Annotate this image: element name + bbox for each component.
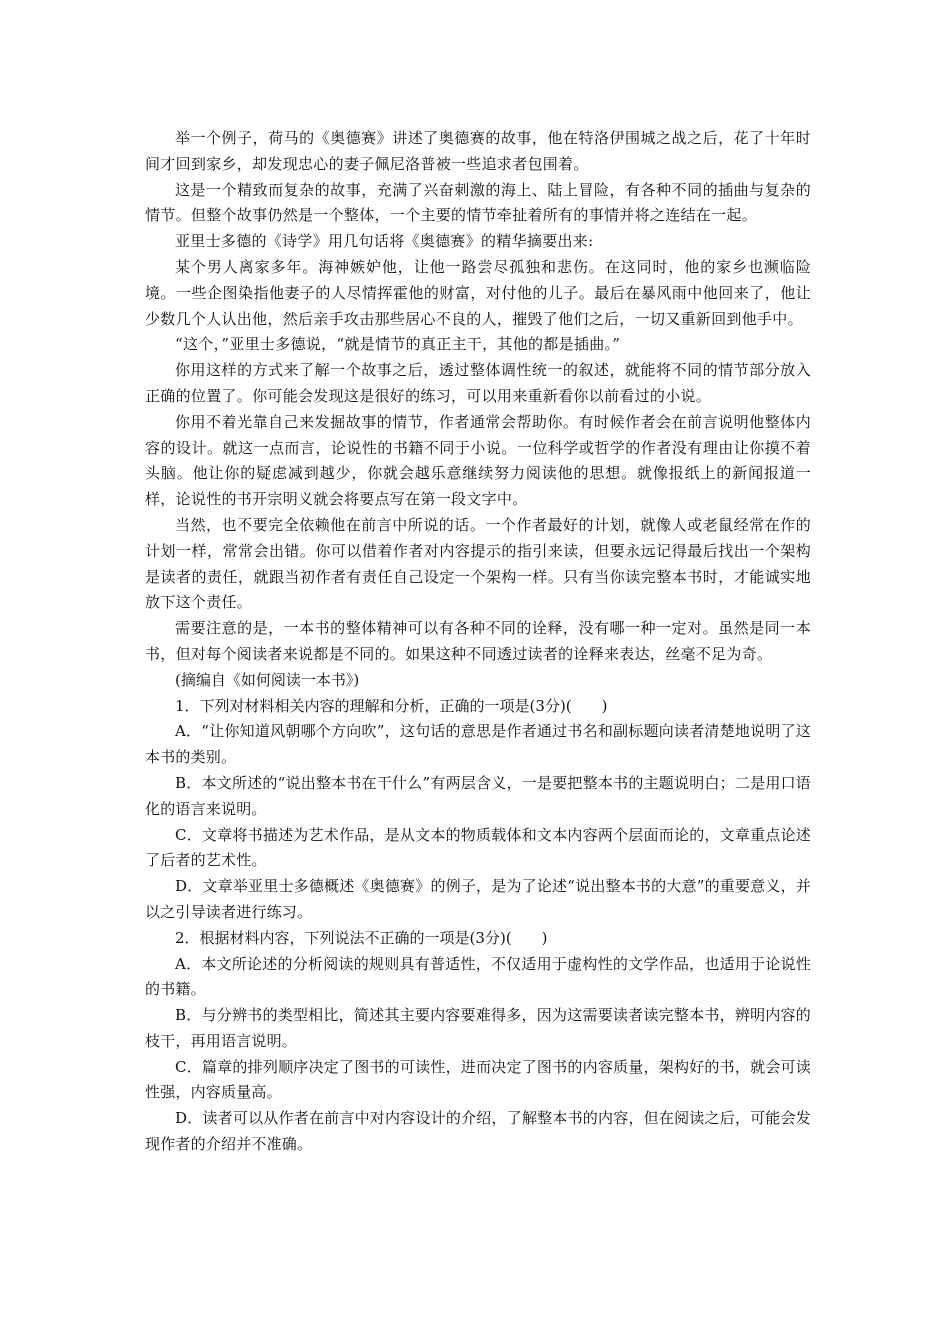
question-option: A．本文所论述的分析阅读的规则具有普适性，不仅适用于虚构性的文学作品，也适用于论说性的书籍。	[145, 954, 811, 999]
article-paragraph: 亚里士多德的《诗学》用几句话将《奥德赛》的精华摘要出来:	[175, 232, 594, 251]
question-option: D．文章举亚里士多德概述《奥德赛》的例子，是为了论述“说出整本书的大意”的重要意义，并以之引导读者进行练习。	[145, 877, 811, 921]
article-paragraph: 当然，也不要完全依赖他在前言中所说的话。一个作者最好的计划，就像人或老鼠经常在作的计划一样，常常会出错。你可以借着作者对内容提示的指引来读，但要永远记得最后找出一个架构是读者的责任，就跟当初作者有责任自己设定一个架构一样。只有当你读完整本书时，才能诚实地放下这个责任。	[145, 515, 811, 612]
question-option: B．本文所述的“说出整本书在干什么”有两层含义，一是要把整本书的主题说明白；二是用口语化的语言来说明。	[145, 773, 811, 818]
question-stem: 2．根据材料内容，下列说法不正确的一项是(3分)( )	[175, 928, 548, 947]
article-paragraph: 需要注意的是，一本书的整体精神可以有各种不同的诠释，没有哪一种一定对。虽然是同一本书，但对每个阅读者来说都是不同的。如果这种不同透过读者的诠释来表达，丝毫不足为奇。	[145, 619, 811, 663]
article-source: (摘编自《如何阅读一本书》)	[175, 670, 360, 689]
question-option: C．篇章的排列顺序决定了图书的可读性，进而决定了图书的内容质量，架构好的书，就会可读性强，内容质量高。	[145, 1057, 811, 1102]
document-page	[145, 126, 811, 1158]
article-paragraph: 举一个例子，荷马的《奥德赛》讲述了奥德赛的故事，他在特洛伊围城之战之后，花了十年时间才回到家乡，却发现忠心的妻子佩尼洛普被一些追求者包围着。	[145, 129, 811, 173]
question-option: B．与分辨书的类型相比，简述其主要内容要难得多，因为这需要读者读完整本书，辨明内容的枝干，再用语言说明。	[145, 1006, 811, 1050]
question-stem: 1．下列对材料相关内容的理解和分析，正确的一项是(3分)( )	[175, 696, 608, 715]
odyssey-summary-quote: 某个男人离家多年。海神嫉妒他，让他一路尝尽孤独和悲伤。在这同时，他的家乡也濒临险境。一些企图染指他妻子的人尽情挥霍他的财富，对付他的儿子。最后在暴风雨中他回来了，他让少数几个人认出他，然后亲手攻击那些居心不良的人，摧毁了他们之后，一切又重新回到他手中。	[145, 257, 811, 328]
question-option: A．“让你知道风朝哪个方向吹”，这句话的意思是作者通过书名和副标题向读者清楚地说明了这本书的类别。	[145, 722, 811, 767]
article-paragraph: “这个，”亚里士多德说，“就是情节的真正主干，其他的都是插曲。”	[175, 335, 621, 354]
question-option: D．读者可以从作者在前言中对内容设计的介绍，了解整本书的内容，但在阅读之后，可能会发现作者的介绍并不准确。	[145, 1109, 811, 1154]
question-option: C．文章将书描述为艺术作品，是从文本的物质载体和文本内容两个层面而论的，文章重点论述了后者的艺术性。	[145, 825, 811, 870]
article-paragraph: 这是一个精致而复杂的故事，充满了兴奋刺激的海上、陆上冒险，有各种不同的插曲与复杂的情节。但整个故事仍然是一个整体，一个主要的情节牵扯着所有的事情并将之连结在一起。	[145, 180, 811, 225]
article-paragraph: 你用这样的方式来了解一个故事之后，透过整体调性统一的叙述，就能将不同的情节部分放入正确的位置了。你可能会发现这是很好的练习，可以用来重新看你以前看过的小说。	[145, 361, 811, 405]
article-paragraph: 你用不着光靠自己来发掘故事的情节，作者通常会帮助你。有时候作者会在前言说明他整体内容的设计。就这一点而言，论说性的书籍不同于小说。一位科学或哲学的作者没有理由让你摸不着头脑。他让你的疑虑减到越少，你就会越乐意继续努力阅读他的思想。就像报纸上的新闻报道一样，论说性的书开宗明义就会将要点写在第一段文字中。	[145, 412, 811, 509]
